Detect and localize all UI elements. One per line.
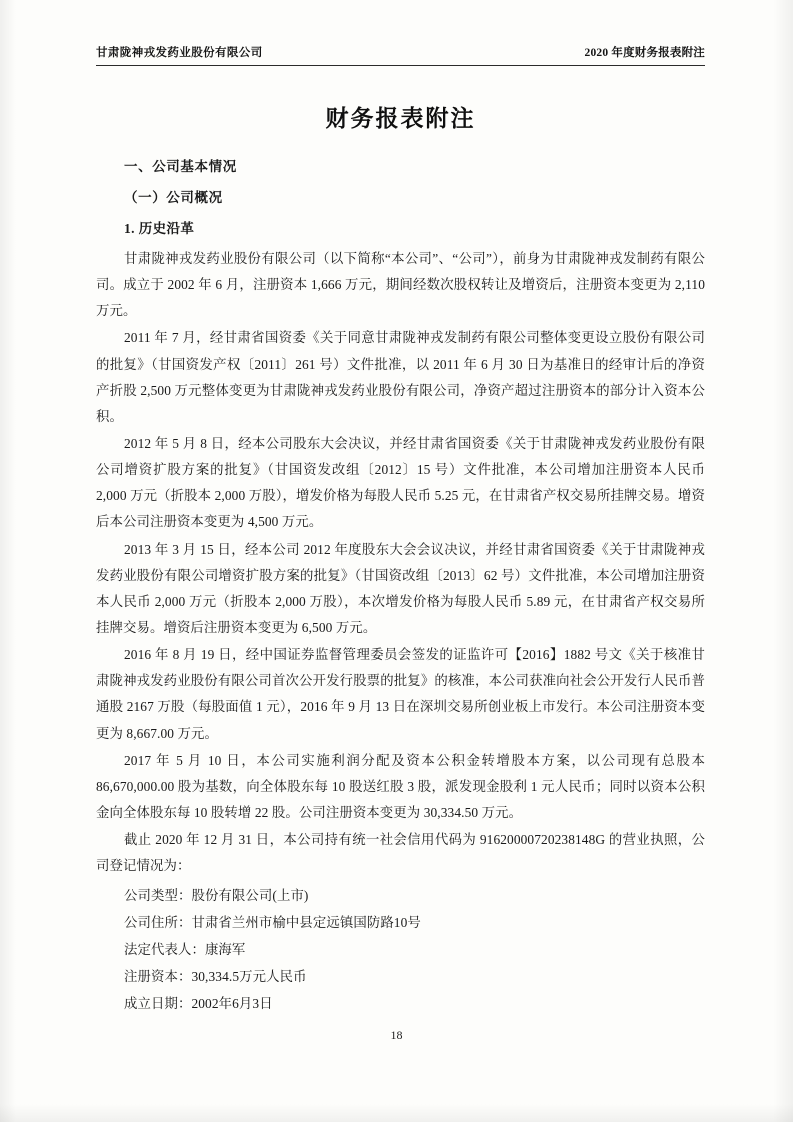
paragraph: 2013 年 3 月 15 日，经本公司 2012 年度股东大会会议决议，并经甘肃省国资委《关于甘肃陇神戎发药业股份有限公司增资扩股方案的批复》（甘国资改组〔2013〕62 号）文件批准，本公司增加注册资本人民币 2,000 万元（折股本 2,000 万股），本次增发价格为每股人民币 5.89 元，在甘肃省产权交易所挂牌交易。增资后注册资本变更为 6,500 万元。 bbox=[96, 541, 705, 635]
page-content bbox=[96, 44, 705, 1017]
page-edge-shading-left bbox=[0, 0, 16, 1122]
paragraph: 2011 年 7 月，经甘肃省国资委《关于同意甘肃陇神戎发制药有限公司整体变更设立股份有限公司的批复》（甘国资发产权〔2011〕261 号）文件批准，以 2011 年 6 月 30 日为基准日的经审计后的净资产折股 2,500 万元整体变更为甘肃陇神戎发药业股份有限公司，净资产超过注册资本的部分计入资本公积。 bbox=[96, 330, 705, 424]
section-heading-company-basics: 一、公司基本情况 bbox=[124, 159, 237, 174]
header-company-name: 甘肃陇神戎发药业股份有限公司 bbox=[96, 47, 263, 59]
page-edge-shading-bottom bbox=[0, 1104, 793, 1122]
header-report-name: 2020 年度财务报表附注 bbox=[584, 47, 705, 59]
running-header bbox=[96, 44, 705, 66]
paragraph: 甘肃陇神戎发药业股份有限公司（以下简称“本公司”、“公司”），前身为甘肃陇神戎发制药有限公司。成立于 2002 年 6 月，注册资本 1,666 万元，期间经数次股权转让及增资后，注册资本变更为 2,110 万元。 bbox=[96, 251, 705, 319]
list-item: 公司住所：甘肃省兰州市榆中县定远镇国防路10号 bbox=[124, 915, 421, 931]
list-item: 公司类型：股份有限公司(上市) bbox=[124, 888, 309, 904]
paragraph: 2012 年 5 月 8 日，经本公司股东大会决议，并经甘肃省国资委《关于甘肃陇神戎发药业股份有限公司增资扩股方案的批复》（甘国资发改组〔2012〕15 号）文件批准，本公司增加注册资本人民币 2,000 万元（折股本 2,000 万股），增发价格为每股人民币 5.25 元，在甘肃省产权交易所挂牌交易。增资后本公司注册资本变更为 4,500 万元。 bbox=[96, 435, 705, 530]
page-number: 18 bbox=[390, 1028, 403, 1042]
subsection-heading-company-overview: （一）公司概况 bbox=[124, 190, 223, 205]
registration-details-list bbox=[96, 883, 705, 1017]
item-heading-history: 1. 历史沿革 bbox=[124, 221, 195, 236]
page-title: 财务报表附注 bbox=[325, 106, 476, 131]
list-item: 注册资本：30,334.5万元人民币 bbox=[124, 968, 307, 984]
page-edge-shading-right bbox=[773, 0, 793, 1122]
paragraph: 2016 年 8 月 19 日，经中国证券监督管理委员会签发的证监许可【2016】1882 号文《关于核准甘肃陇神戎发药业股份有限公司首次公开发行股票的批复》的核准，本公司获准向社会公开发行人民币普通股 2167 万股（每股面值 1 元），2016 年 9 月 13 日在深圳交易所创业板上市发行。本公司注册资本变更为 8,667.00 万元。 bbox=[96, 647, 705, 741]
paragraph: 截止 2020 年 12 月 31 日，本公司持有统一社会信用代码为 91620000720238148G 的营业执照，公司登记情况为： bbox=[96, 832, 705, 874]
list-item: 法定代表人：康海军 bbox=[124, 942, 246, 957]
paragraph: 2017 年 5 月 10 日，本公司实施利润分配及资本公积金转增股本方案，以公司现有总股本 86,670,000.00 股为基数，向全体股东每 10 股送红股 3 股，派发现金股利 1 元人民币；同时以资本公积金向全体股东每 10 股转增 22 股。公司注册资本变更为 30,334.50 万元。 bbox=[96, 752, 705, 820]
list-item: 成立日期：2002年6月3日 bbox=[124, 995, 273, 1011]
